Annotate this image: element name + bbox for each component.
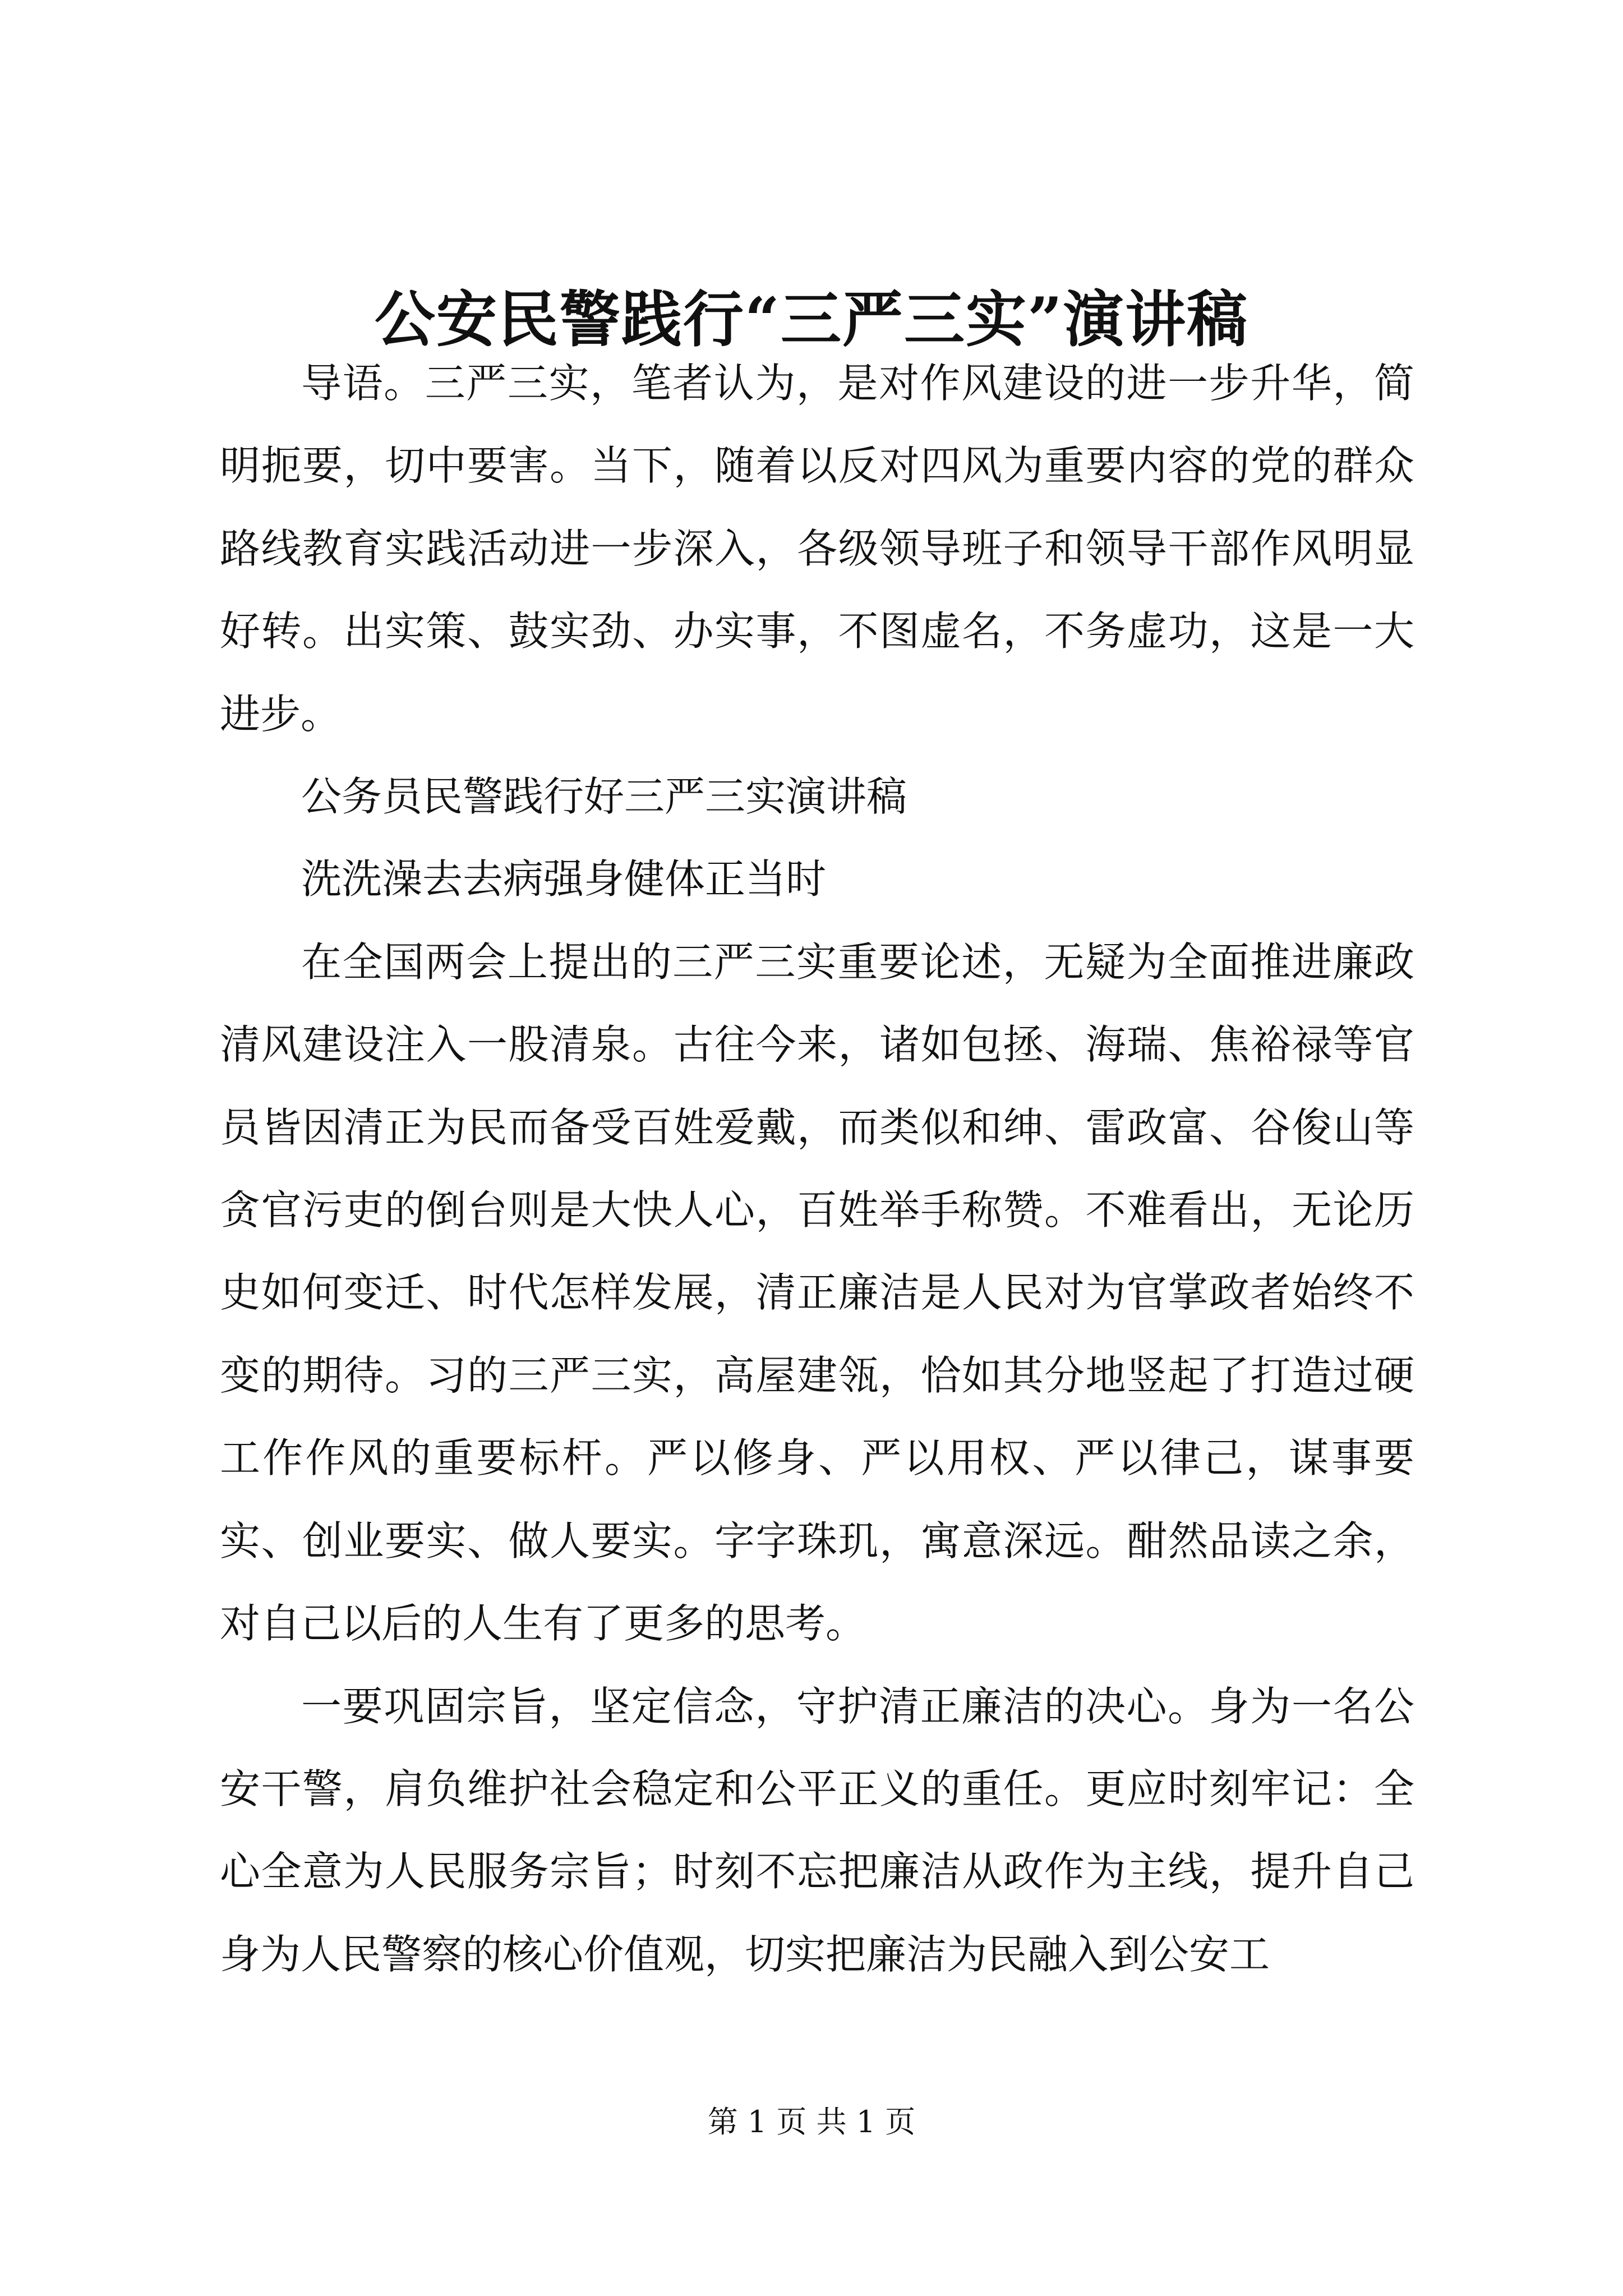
- paragraph-heading: 洗洗澡去去病强身健体正当时: [301, 855, 827, 903]
- document-body: [220, 342, 1414, 1996]
- paragraph-point-one: 一要巩固宗旨，坚定信念，守护清正廉洁的决心。身为一名公安干警，肩负维护社会稳定和公平正义的重任。更应时刻牢记：全心全意为人民服务宗旨；时刻不忘把廉洁从政作为主线，提升自己身为人民警察的核心价值观，切实把廉洁为民融入到公安工: [220, 1682, 1414, 1978]
- paragraph-main: 在全国两会上提出的三严三实重要论述，无疑为全面推进廉政清风建设注入一股清泉。古往今来，诸如包拯、海瑞、焦裕禄等官员皆因清正为民而备受百姓爱戴，而类似和绅、雷政富、谷俊山等贪官污吏的倒台则是大快人心，百姓举手称赞。不难看出，无论历史如何变迁、时代怎样发展，清正廉洁是人民对为官掌政者始终不变的期待。习的三严三实，高屋建瓴，恰如其分地竖起了打造过硬工作作风的重要标杆。严以修身、严以用权、严以律己，谋事要实、创业要实、做人要实。字字珠玑，寓意深远。酣然品读之余，对自己以后的人生有了更多的思考。: [220, 938, 1414, 1648]
- paragraph-subtitle: 公务员民警践行好三严三实演讲稿: [301, 773, 907, 821]
- document-title: 公安民警践行“三严三实”演讲稿: [374, 284, 1249, 355]
- paragraph-intro: 导语。三严三实，笔者认为，是对作风建设的进一步升华，简明扼要，切中要害。当下，随着以反对四风为重要内容的党的群众路线教育实践活动进一步深入，各级领导班子和领导干部作风明显好转。出实策、鼓实劲、办实事，不图虚名，不务虚功，这是一大进步。: [220, 360, 1414, 738]
- page-footer: 第 1 页 共 1 页: [707, 2104, 916, 2139]
